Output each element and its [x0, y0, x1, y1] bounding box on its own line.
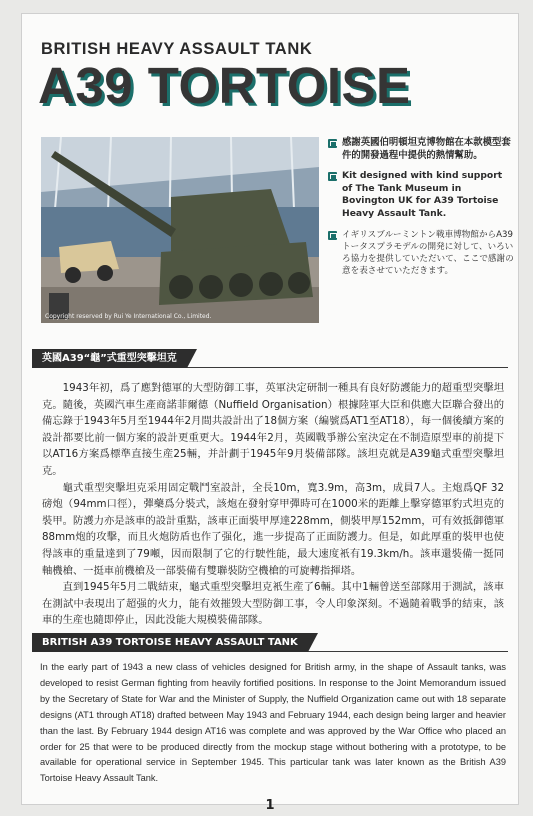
note-english-text: Kit designed with kind support of The Tank Museum in Bovington UK for A39 Tortoise Heavy Assault Tank. — [342, 170, 503, 219]
page-subtitle: BRITISH HEAVY ASSAULT TANK — [41, 40, 313, 58]
note-chinese — [328, 137, 514, 162]
bullet-icon — [328, 139, 337, 148]
note-english — [328, 170, 514, 220]
chinese-paragraph: 龜式重型突擊坦克采用固定戰鬥室設計，全長10m，寬3.9m，高3m，成員7人。主炮爲QF 32磅炮（94mm口徑），彈藥爲分裝式，該炮在發射穿甲彈時可在1000米的距離上擊穿德軍豹式坦克的裝甲。防護力亦是該車的設計重點，該車正面裝甲厚達228mm，側裝甲厚152mm，可有效抵御德軍88mm炮的攻擊，而且火炮防盾也作了强化，進一步提高了正面防護力。但是，如此厚重的裝甲也使得該車的重量達到了79噸，因而限制了它的行駛性能，最大速度衹有19.3km/h。該車還裝備一挺同軸機槍、一挺車前機槍及一部裝備有雙聯裝防空機槍的可旋轉指揮塔。 — [42, 481, 504, 577]
tank-photo-illustration — [41, 137, 319, 323]
photo-copyright: Copyright reserved by Rui Ye International Co., Limited. — [45, 313, 212, 320]
museum-photo — [41, 137, 319, 323]
note-japanese-text: イギリスブルーミントン戦車博物館からA39トータスプラモデルの開発に対して、いろいろ協力を提供していただいて、ここで感謝の意を表させていただきます。 — [342, 229, 514, 276]
section-heading-english: BRITISH A39 TORTOISE HEAVY ASSAULT TANK — [32, 633, 308, 652]
page-title: A39 TORTOISE — [38, 57, 411, 114]
page-number: 1 — [265, 798, 275, 813]
chinese-paragraph: 1943年初，爲了應對德軍的大型防御工事，英軍決定研制一種具有良好防護能力的超重型突擊坦克。隨後，英國汽車生產商諾菲爾德（Nuffield Organisation）根據陸軍大臣和供應大臣聯合發出的備忘錄于1943年5月至1944年2月間共設計出了18個方案（編號爲AT1至AT18），每一個後續方案的設計都要比前一個方案的設計更重更大。1944年2月，英國戰爭辦公室決定在不制造原型車的前提下以AT16方案爲標準直接生産25輛，并計劃于1945年9月裝備部隊。該坦克就是A39龜式重型突擊坦克。 — [42, 382, 504, 477]
note-chinese-text: 感謝英國伯明頓坦克博物館在本款模型套件的開發過程中提供的熱情幫助。 — [342, 137, 511, 161]
bullet-icon — [328, 231, 337, 240]
acknowledgement-notes — [328, 137, 514, 285]
english-body — [40, 660, 506, 787]
chinese-body — [42, 380, 504, 629]
english-paragraph: In the early part of 1943 a new class of vehicles designed for British army, in the shape of Assault tanks, was developed to resist German fighting from heavily fortified positions. In response to the Joint Memorandum issued by the Secretary of State for War and the Minister of Supply, the Nuffield Organization came out with 18 separate designs (AT1 through AT18) drafted between May 1943 and February 1944, each design being larger and heavier than the last. By February 1944 design AT16 was complete and was approved by the War Office who placed an order for 25 that were to be produced directly from the mockup stage without bothering with a prototype, to be available for operational service in September 1945. This particular tank was later known as the British A39 Tortoise Heavy Assault Tank. — [40, 662, 506, 784]
note-japanese — [328, 229, 514, 277]
section-heading-chinese: 英國A39“龜”式重型突擊坦克 — [32, 349, 187, 368]
chinese-paragraph: 直到1945年5月二戰結束，龜式重型突擊坦克衹生産了6輛。其中1輛曾送至部隊用于測試，該車在測試中表現出了超强的火力，能有效摧毁大型防御工事，令人印象深刻。不過隨着戰爭的結束，該車的生産也隨即停止，因此没能大規模裝備部隊。 — [42, 581, 504, 627]
manual-page — [21, 13, 519, 813]
bullet-icon — [328, 172, 337, 181]
